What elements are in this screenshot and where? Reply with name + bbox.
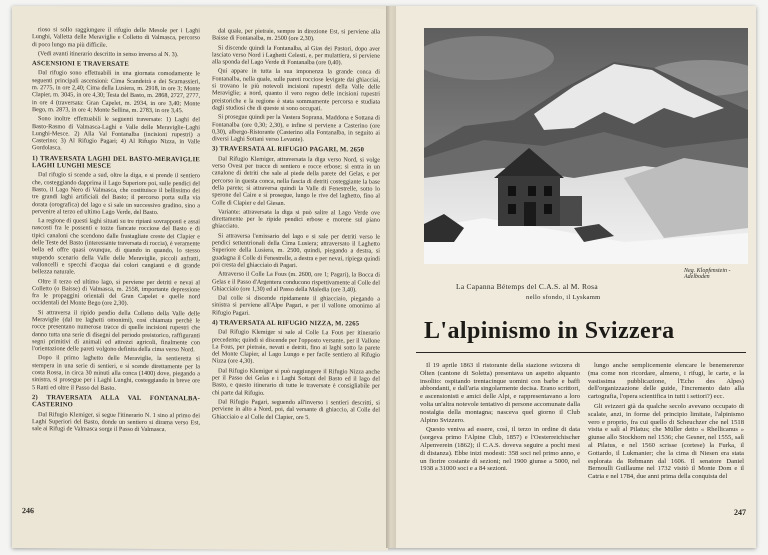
paragraph: rioso si sollo raggiungere il rifugio delle Mesole per i Laghi Lunghi, Valletta delle Meraviglie e Colletto di Valmasca, percorso di poco lungo ma più difficile. [32, 26, 200, 49]
paragraph: Si attraversa il ripido pendio della Colletto della Valle delle Meraviglie (dal tre laghetti omonimi), così chiamata perchè le rocce presentano numerose tracce di quelle incisioni rupestri che danno tutta una serie di disegni del periodo preistorico, raffiguranti segni primitivi di animali ed attrezzi agricoli, finalmente con l'orientazione delle pareti volgono definita della cima verso Nord. [32, 308, 200, 354]
section-heading: ASCENSIONI E TRAVERSATE [32, 60, 129, 69]
paragraph: dal quale, per pietraie, sempre in direzione Est, si perviene alla Baisse di Fontanalba, m. 2500 (ore 2,30). [212, 27, 380, 43]
capanna-betemps-image [424, 28, 748, 264]
magazine-spread [12, 6, 756, 548]
paragraph: Dopo il primo laghetto delle Meraviglie, la sentieretta si stempera in una serie di sentieri, e si scende direttamente per la costa Rossa, in circa 30 minuti alla conca (1400) dove, piegando a sinistra, si prosegue per i Laghi Lunghi, costeggiando in breve ore 5 Ratti ed oltre il Passo del Basto. [32, 354, 200, 392]
paragraph: Dal rifugio si scende a sud, oltre la diga, e si prende il sentiero che, costeggiando dapprima il Lago Superiore poi, sulle pendici del Basto, il Lago Nero di Valmasca, che costituisce il bellissimo dei tre grandi laghi artificiali del Basto; il percorso porta sulla via dorata (orografica) del lago e si sale un successivo gradino, sino a pervenire al terzo ed ultimo Lago Verde, del Basto. [32, 171, 200, 216]
paragraph: Si prosegue quindi per la Vastera Soprana, Maddona e Sottana di Fontanalba (ore 0,30; 2,30), e infine si perviene a Casterino (ore 0,30), albergo-Ristorante (Casterino alla Fontanalba, in seguito ai diversi Laghi Sottani verso Levante). [212, 113, 380, 144]
section-heading: 2) TRAVERSATA ALLA VAL FONTANALBA-CASTERINO [32, 394, 200, 409]
mountain-hut-photo [424, 28, 748, 264]
paragraph: Qui appare in tutta la sua imponenza la grande conca di Fontanalba, nella quale, sulle pareti rocciose levigate dai ghiacciai, si trovano le più notevoli incisioni rupestri della Valle delle Meraviglie; a nord, quanto il vero regno delle incisioni rupestri preistoriche e la regione è stata sommamente percorsa e studiata dagli studiosi che di queste si sono occupati. [212, 67, 380, 113]
paragraph: Dal rifugio sono effettuabili in una giornata comodamente le seguenti principali ascensioni: Cima Scandeirà e dei Scarnassieri, m. 2775, in ore 2,40; Cima della Lusiera, m. 2918, in ore 3; Monte Clapier, m. 3045, in ore 4,30; Testa del Basto, m. 2868, 2727, 2777, in ore 4 (traversata: Gran Capelet, m. 2934, in ore 3,40; Monte Bego, m. 2873, in ore 4; Monte Sellina, m. 2783, in ore 3,45. [32, 69, 200, 115]
article-headline: L'alpinismo in Svizzera [424, 318, 675, 344]
paragraph: Dal Rifugio Pagari, seguendo all'inverso i sentieri descritti, si perviene in alto a Nord, poi, dal versante di ghiaccio, al Colle del Ghiacciaio e al Colle del Clapier, ore 5. [212, 398, 380, 421]
section-heading: 3) TRAVERSATA AL RIFUGIO PAGARI, M. 2650 [212, 145, 365, 154]
paragraph: Si discende quindi la Fontanalba, al Gias dei Pastori, dopo aver lasciato verso Nord i Laghetti Celesti, e, per mulattiera, si perviene alla sponda del Lago Verde di Fontanalba (ore 0,40). [212, 44, 380, 67]
paragraph: (Vedi avanti itinerario descritto in senso inverso al N. 3). [38, 50, 179, 59]
paragraph: Gli svizzeri già da qualche secolo avevano occupato di scalate, anzi, in forme del principio limitate, l'alpinismo vero e proprio, fra cui quello di Scheuchzer che nel 1518 visita e salì al Pilatus; che Müller detto « Rhellicanus » giunse allo Stockhorn nel 1536; che Gesner, nel 1555, salì al Pilatus, e nel 1560 scrisse (cortese) la Furka, il Gottardo, il Lukmanier; che la cima di Niesen era stata esplorata da Rebmann dal 1606. Il senatore Daniel Bernoulli Guillaume nel 1732 visitò il Monte Dom e il Catria e nel 1784, due anni prima della conquista del [588, 402, 744, 481]
paragraph: lungo anche semplicemente elencare le benemerenze (ma come non ricordare, almeno, i rifugi, le carte, e la vastissima pubblicazione, l'Echo des Alpes) dell'organizzazione delle guide, l'incremento dato alla cartografia, l'opera scientifica in tutti i settori?) ecc. [588, 362, 744, 401]
photo-caption: La Capanna Bétemps del C.A.S. al M. Rosa [456, 282, 598, 291]
paragraph: Dal colle si discende ripidamente il ghiacciaio, piegando a sinistra si perviene all'Alpe Pagari, e per il vallone omonimo al Rifugio Pagari. [212, 294, 380, 317]
right-page [396, 6, 756, 548]
paragraph: Oltre il terzo ed ultimo lago, si perviene per detriti e nevai al Colletto (o Baisse) di Valmasca, m. 2558, importante depressione fra le propaggini orientali del Gran Capelet e quelle nord occidentali del Monte Bego (ore 2,30). [32, 277, 200, 308]
photo-caption-subline: nello sfondo, il Lyskamm [526, 294, 601, 301]
page-number-right: 247 [734, 508, 746, 517]
paragraph: Questo veniva ad essere, così, il terzo in ordine di data (sorgeva primo l'Alpine Club, 1857) e l'Oesterreichischer Alpenverein (1862); il C.A.S. doveva seguire a pochi mesi di distanza). Ebbe inizi modesti: 358 soci nel primo anno, e un fiorire costante di sezioni; nel 1900 giunse a 5000, nel 1938 a 31000 soci e a 84 sezioni. [420, 426, 580, 473]
headline-rule [416, 352, 746, 353]
left-page-column-1 [32, 26, 200, 517]
paragraph: Il 19 aprile 1863 il ristorante della stazione svizzera di Olten (cantone di Soletta) presentava un aspetto alquanto insolito: ospitando trentacinque uomini con barbe e baffi abbondanti, e dall'aria singolarmente decisa. Erano scrittori, e ascensionisti e amici delle Alpi, e rappresentavano a loro volta un'altra notevole tentativo di persone accomunate dalla nostalgia della montagna; nasceva quel giorno il Club Alpino Svizzero. [420, 362, 580, 424]
left-page-column-2 [212, 27, 380, 518]
paragraph: Variante: attraversata la diga si può salire al Lago Verde ove direttamente per le ripide pendici erbose e morene sul piano ghiacciato. [212, 208, 380, 231]
paragraph: Dal Rifugio Klemiger si sale al Colle La Fous per itinerario precedente; quindi si discende per l'opposto versante, per il Vallone La Fous, per pietraie, nevati e detriti, fino ai laghi sotto la parete del Monte Clapier, al Lago Lungo e per facile sentiero al Rifugio Nizza (ore 4,30). [212, 328, 380, 366]
left-page [12, 6, 388, 551]
paragraph: Sono inoltre effettuabili le seguenti traversate: 1) Laghi del Basto-Rasmo di Valmasca-Laghi e Valle delle Meraviglie-Laghi Lunghi-Mesce. 2) Alla Val Fontanalba (incisioni rupestri) a Casterino; 3) Al Rifugio Pagari; 4) Al Rifugio Nizza, in Valle Gordolasca. [32, 115, 200, 152]
paragraph: Attraverso il Colle La Fous (m. 2600, ore 1; Pagari), la Bocca di Gelas e il Passo d'Argentera conducono rispettivamente al Colle del Ghiacciaio (ore 1,30) ed al Passo della Maledia (ore 3,40). [212, 270, 380, 294]
section-heading: 1) TRAVERSATA LAGHI DEL BASTO-MERAVIGLIE LAGHI LUNGHI MESCE [32, 154, 200, 170]
paragraph: Dal Rifugio Klemiger, attraversata la diga verso Nord, si volge verso Ovest per tracce di sentiero e rocce erbose; si entra in un canalone di detriti che sale al piede della parete del Gelas, e per percorso in questa conca, nella fascia di detriti costeggiante la base della parete; si attraversa quindi la Valle di Fenestrelle, sotto lo sperone del Caire e si prosegue, lungo le rive del laghetto, fino al Colle di Clapier e del Giesan. [212, 155, 380, 207]
right-page-column-2 [588, 362, 744, 520]
page-number-left: 246 [22, 506, 34, 516]
paragraph: Dal Rifugio Klemiger, si segue l'itinerario N. 1 sino al primo dei Laghi Superiori del Basto, donde un sentiero si dirama verso Est, sale ai Rifugi de Valmasca sorge il Passo di Valmasca. [32, 410, 200, 434]
paragraph: Dal Rifugio Klemiger si può raggiungere il Rifugio Nizza anche per il Passo dei Gelas e i Laghi Sottani del Basto ed il lago del Basto, e questo itinerario di tutte le traversate è consigliabile per chi parte dal Rifugio. [212, 367, 380, 397]
paragraph: Si attraversa l'emissario del lago e si sale per detriti verso le pendici settentrionali della Cima Lusiera; attraversato il Laghetto Superiore della Lusiera, m. 2500, quindi, piegando a destra, si guadagna il Colle di Fenestrelle, a destra e per nevai, ripiega quindi poi cresta del ghiacciaio di Pagari. [212, 232, 380, 269]
paragraph: La regione di questi laghi situati su tre ripiani sovrapposti e assai nascosti fra le possenti e tozze fiancate rocciose del Basto e di tipici canaloni che scendono dalle frastagliate creste dei Clapier e delle Teste del Basto (interessante traversata di roccia), è veramente bella ed offre quasi ovunque, di quando in quando, lo stesso stupendo scenario della Valle delle Meraviglie, piccoli anfratti, valloncelli e specchi d'acqua dai colori cangianti e di grande bellezza naturale. [32, 217, 200, 276]
photo-credit: Neg. Klopfenstein - Adelboden [684, 268, 731, 280]
section-heading: 4) TRAVERSATA AL RIFUGIO NIZZA, M. 2265 [212, 319, 360, 328]
right-page-column-1 [420, 362, 580, 520]
